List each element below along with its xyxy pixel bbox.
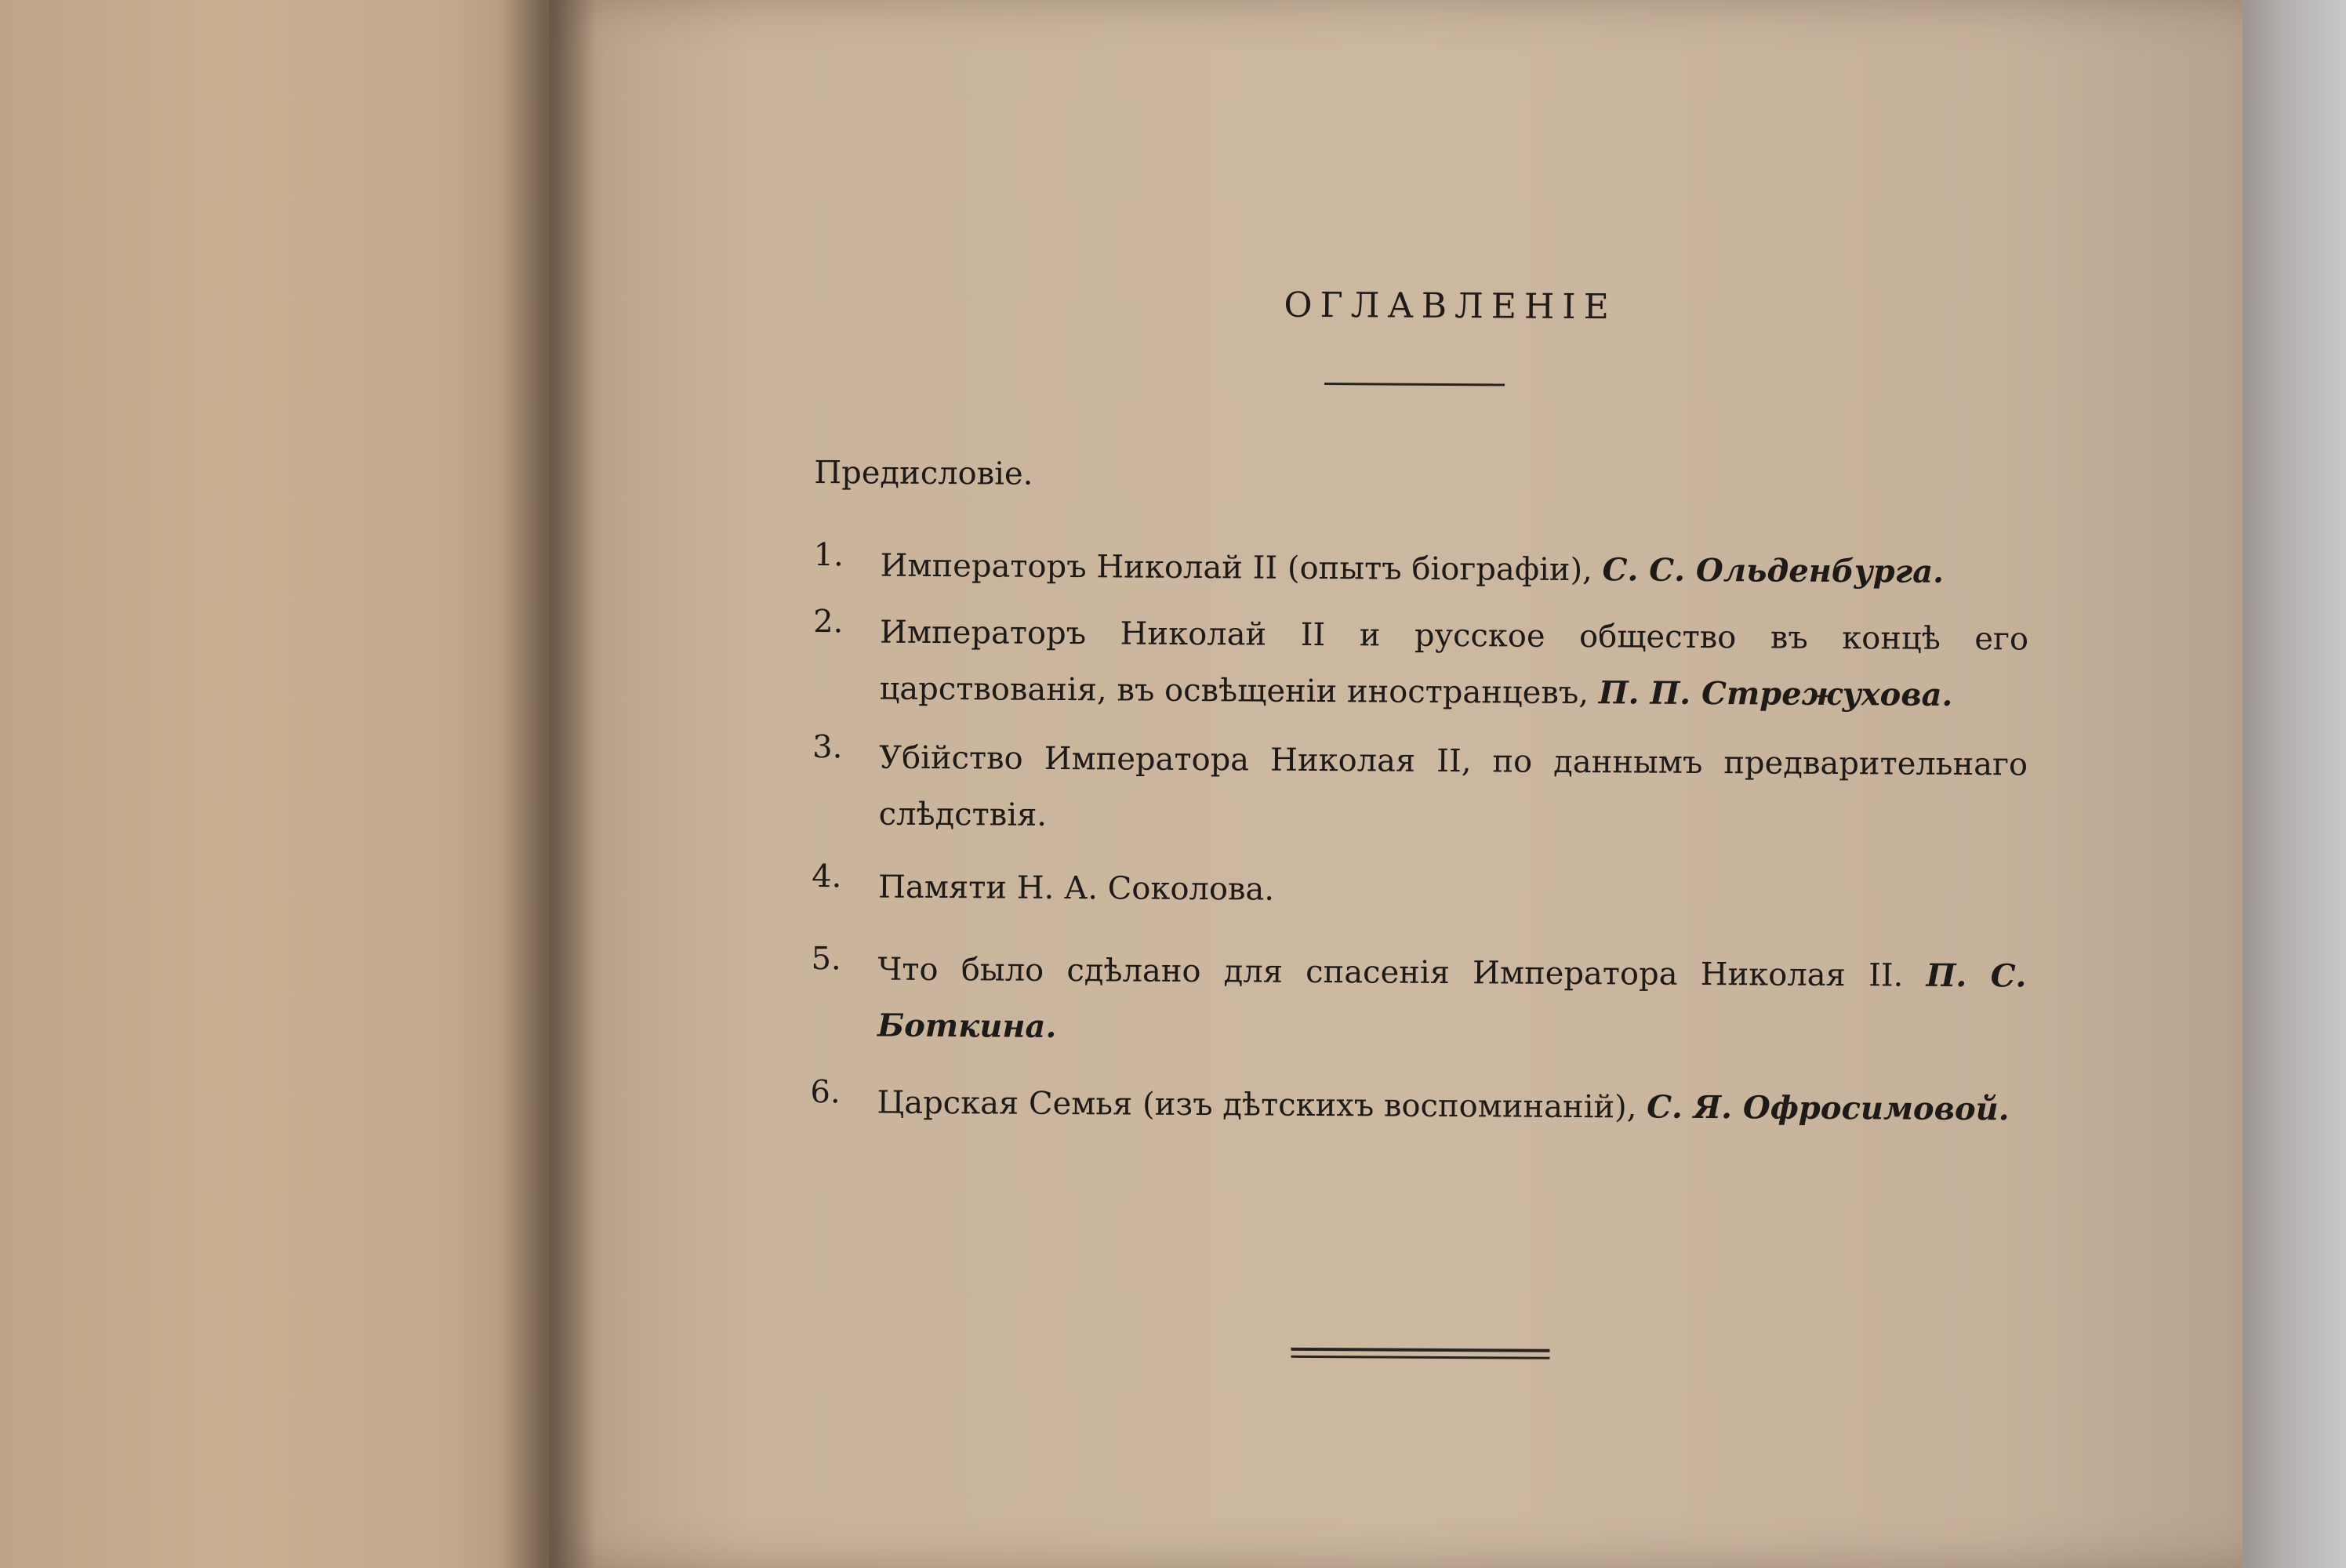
toc-item-number: 6.: [810, 1074, 841, 1111]
toc-item-number: 3.: [812, 729, 843, 766]
toc-item-author: П. С. Боткина.: [877, 956, 2027, 1045]
page-edge: [2242, 0, 2346, 1568]
toc-item-text: [877, 942, 2027, 1062]
closing-rule-line: [1291, 1348, 1550, 1352]
toc-heading: ОГЛАВЛЕНІЕ: [1284, 285, 1617, 328]
toc-item-text: [878, 859, 2027, 923]
toc-item-title: Императоръ Николай II и русское общество въ концѣ его царствованія, въ освѣщеніи иностранцевъ,: [879, 614, 2029, 712]
toc-item-title: Царская Семья (изъ дѣтскихъ воспоминаній),: [877, 1084, 1637, 1126]
toc-item-author: П. П. Стрежухова.: [1598, 674, 1953, 713]
toc-item-text: [877, 1075, 2025, 1138]
toc-item-author: С. С. Ольденбурга.: [1602, 551, 1945, 590]
closing-rule: [1291, 1348, 1549, 1360]
toc-item-number: 5.: [811, 941, 841, 978]
toc-item-number: 4.: [812, 858, 842, 895]
toc-item-text: [879, 604, 2028, 724]
toc-item-text: [878, 730, 2028, 850]
toc-item-number: 2.: [813, 604, 844, 641]
closing-rule-line: [1291, 1356, 1549, 1359]
toc-preface: Предисловіе.: [814, 455, 1033, 492]
toc-item-title: Памяти Н. А. Соколова.: [877, 869, 1275, 908]
toc-item-title: Императоръ Николай II (опытъ біографіи),: [880, 547, 1592, 589]
toc-item-title: Что было сдѣлано для спасенія Императора Николая II.: [877, 951, 1904, 994]
toc-item-text: [880, 538, 2028, 601]
left-page: [0, 0, 565, 1568]
toc-item-title: Убійство Императора Николая II, по даннымъ предварительнаго слѣдствія.: [878, 739, 2028, 833]
book-gutter: [502, 0, 596, 1568]
toc-item-number: 1.: [813, 537, 844, 574]
toc-item-author: С. Я. Офросимовой.: [1647, 1088, 2010, 1128]
